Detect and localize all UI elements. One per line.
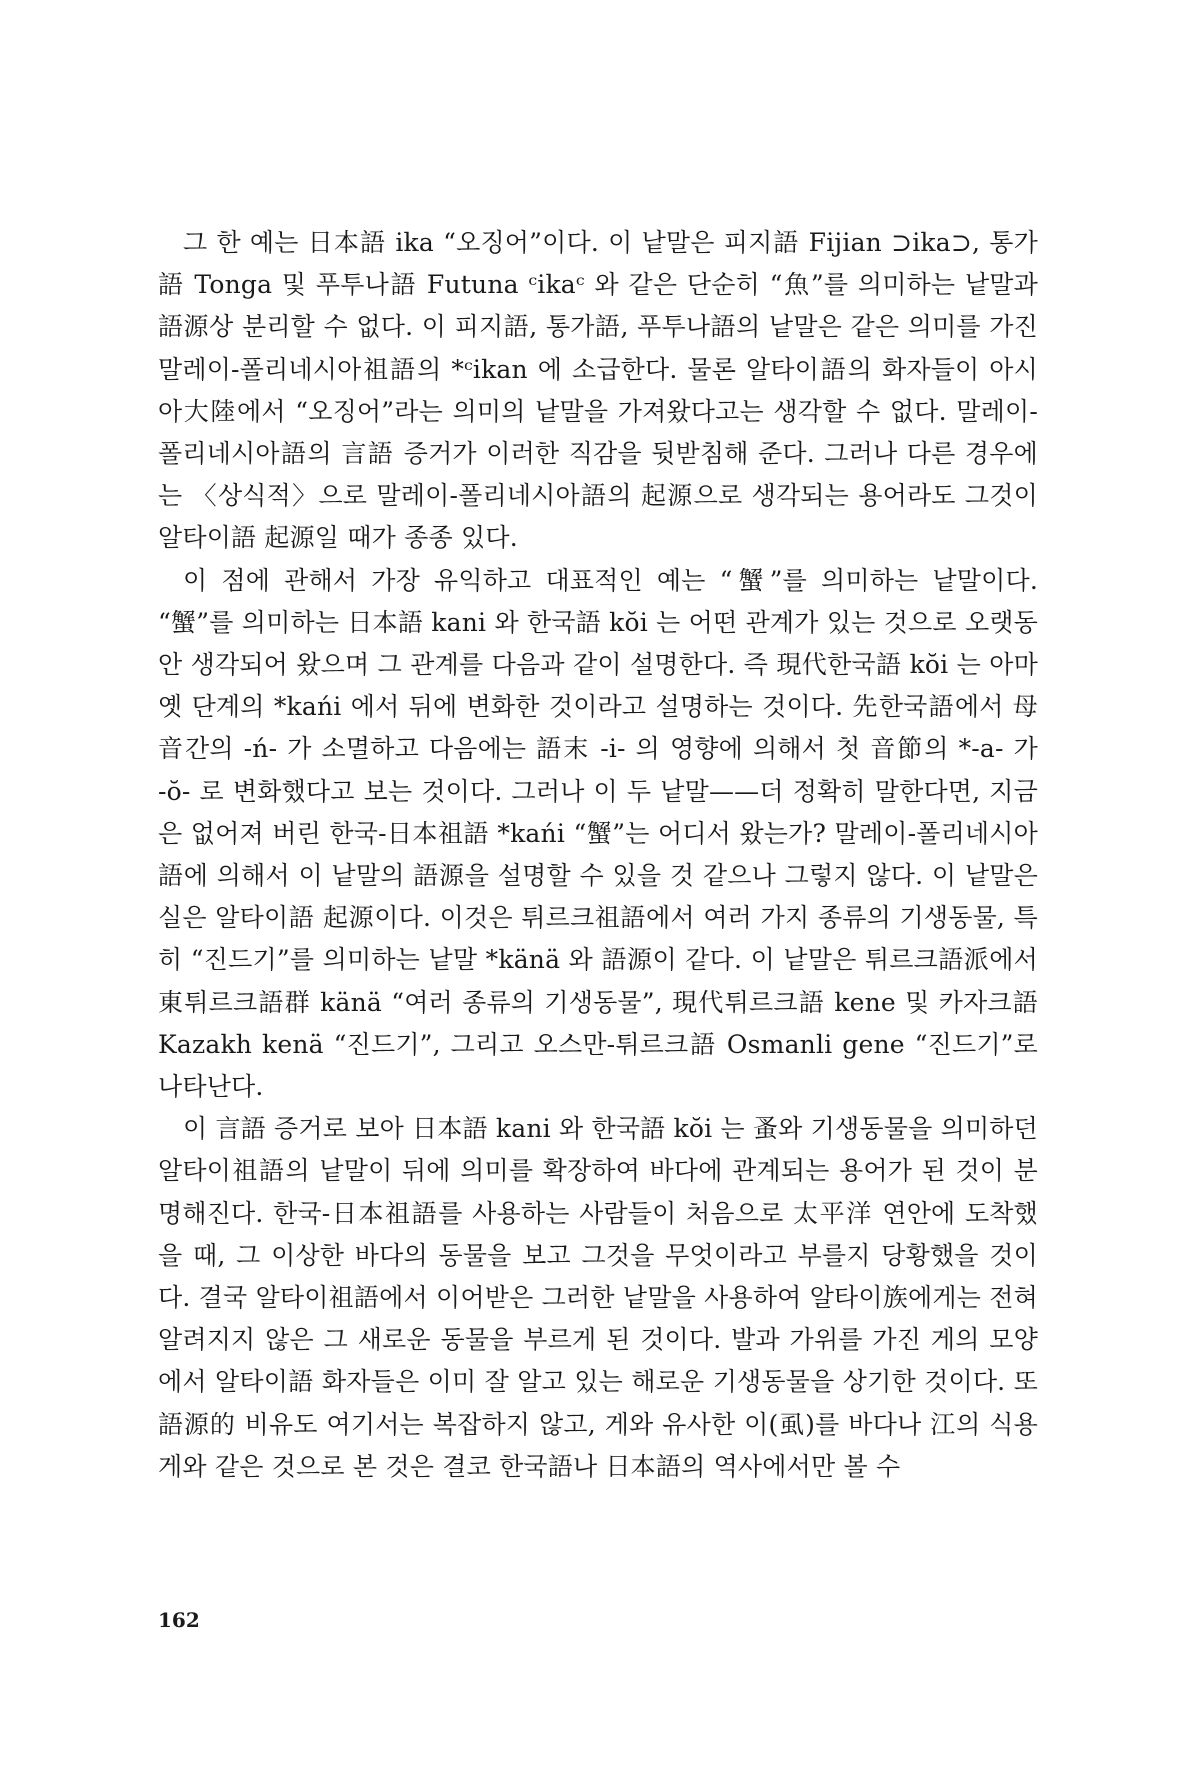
page-number: 162 [158,1608,200,1632]
paragraph-1: 그 한 예는 日本語 ika “오징어”이다. 이 낱말은 피지語 Fijian ⊃ika⊃, 통가語 Tonga 및 푸투나語 Futuna ᶜikaᶜ 와 같은 단순히 “魚”를 의미하는 낱말과 語源상 분리할 수 없다. 이 피지語, 통가語, 푸투나語의 낱말은 같은 의미를 가진 말레이-폴리네시아祖語의 *ᶜikan 에 소급한다. 물론 알타이語의 화자들이 아시아大陸에서 “오징어”라는 의미의 낱말을 가져왔다고는 생각할 수 없다. 말레이-폴리네시아語의 言語 증거가 이러한 직감을 뒷받침해 준다. 그러나 다른 경우에는 〈상식적〉으로 말레이-폴리네시아語의 起源으로 생각되는 용어라도 그것이 알타이語 起源일 때가 종종 있다. [158,228,1038,553]
body-text [158,222,1038,1488]
paragraph-3: 이 言語 증거로 보아 日本語 kani 와 한국語 kŏi 는 蚤와 기생동물을 의미하던 알타이祖語의 낱말이 뒤에 의미를 확장하여 바다에 관계되는 용어가 된 것이 분명해진다. 한국-日本祖語를 사용하는 사람들이 처음으로 太平洋 연안에 도착했을 때, 그 이상한 바다의 동물을 보고 그것을 무엇이라고 부를지 당황했을 것이다. 결국 알타이祖語에서 이어받은 그러한 낱말을 사용하여 알타이族에게는 전혀 알려지지 않은 그 새로운 동물을 부르게 된 것이다. 발과 가위를 가진 게의 모양에서 알타이語 화자들은 이미 잘 알고 있는 해로운 기생동물을 상기한 것이다. 또 語源的 비유도 여기서는 복잡하지 않고, 게와 유사한 이(虱)를 바다나 江의 식용 게와 같은 것으로 본 것은 결코 한국語나 日本語의 역사에서만 볼 수 [158,1114,1038,1481]
paragraph-2: 이 점에 관해서 가장 유익하고 대표적인 예는 “蟹”를 의미하는 낱말이다. “蟹”를 의미하는 日本語 kani 와 한국語 kŏi 는 어떤 관계가 있는 것으로 오랫동안 생각되어 왔으며 그 관계를 다음과 같이 설명한다. 즉 現代한국語 kŏi 는 아마 옛 단계의 *kańi 에서 뒤에 변화한 것이라고 설명하는 것이다. 先한국語에서 母音간의 -ń- 가 소멸하고 다음에는 語末 -i- 의 영향에 의해서 첫 音節의 *-a- 가 -ŏ- 로 변화했다고 보는 것이다. 그러나 이 두 낱말——더 정확히 말한다면, 지금은 없어져 버린 한국-日本祖語 *kańi “蟹”는 어디서 왔는가? 말레이-폴리네시아語에 의해서 이 낱말의 語源을 설명할 수 있을 것 같으나 그렇지 않다. 이 낱말은 실은 알타이語 起源이다. 이것은 튀르크祖語에서 여러 가지 종류의 기생동물, 특히 “진드기”를 의미하는 낱말 *känä 와 語源이 같다. 이 낱말은 튀르크語派에서 東튀르크語群 känä “여러 종류의 기생동물”, 現代튀르크語 kene 및 카자크語 Kazakh kenä “진드기”, 그리고 오스만-튀르크語 Osmanli gene “진드기”로 나타난다. [158,565,1038,1102]
